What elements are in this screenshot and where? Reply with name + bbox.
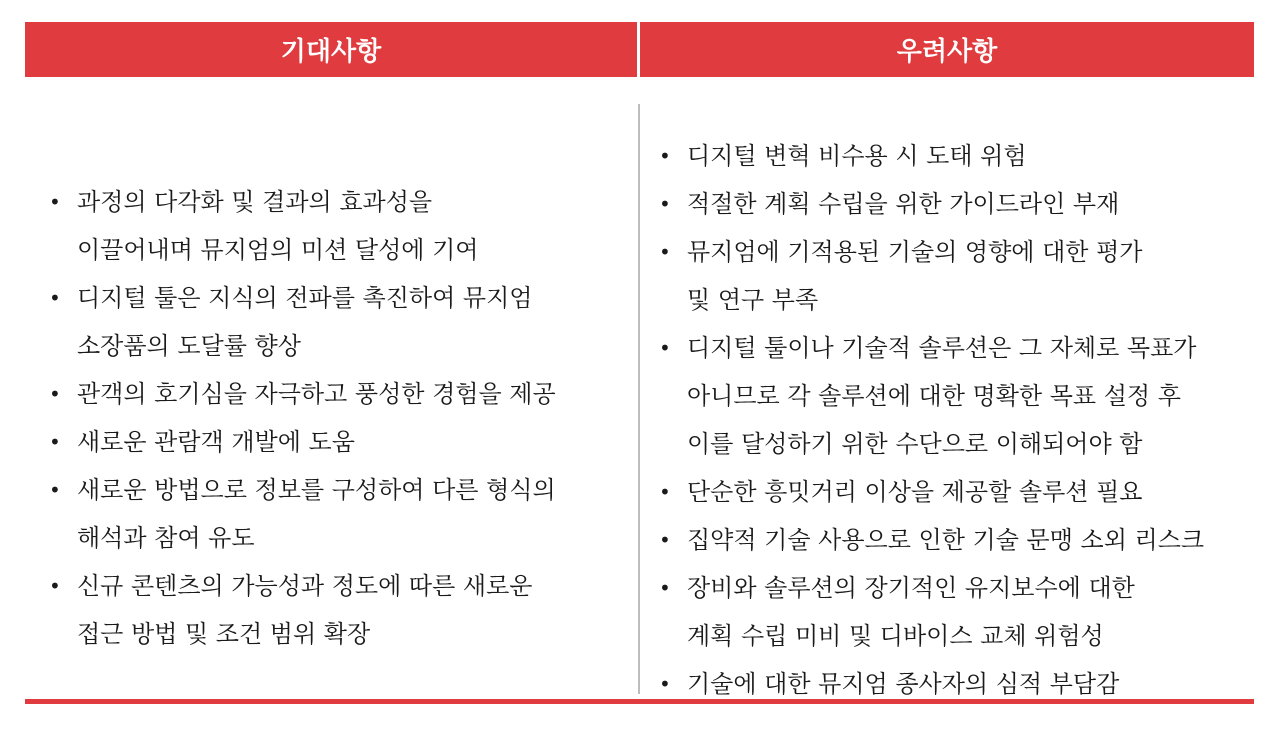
list-item <box>657 516 1247 564</box>
list-item-text: 디지털 변혁 비수용 시 도태 위험 <box>687 142 1027 170</box>
bullet-icon: • <box>659 672 671 696</box>
list-item-text: 디지털 툴이나 기술적 솔루션은 그 자체로 목표가 <box>687 334 1197 362</box>
list-item-text: 과정의 다각화 및 결과의 효과성을 <box>77 188 433 216</box>
header-expectations: 기대사항 <box>25 22 637 77</box>
bullet-icon: • <box>659 192 671 216</box>
bullet-icon: • <box>49 478 61 502</box>
bullet-icon: • <box>659 240 671 264</box>
bullet-icon: • <box>49 574 61 598</box>
list-item-text: 기술에 대한 뮤지엄 종사자의 심적 부담감 <box>687 670 1120 698</box>
list-item <box>47 274 627 370</box>
list-item-text: 해석과 참여 유도 <box>77 524 255 552</box>
bullet-icon: • <box>659 576 671 600</box>
bullet-icon: • <box>659 144 671 168</box>
list-item-text: 이끌어내며 뮤지엄의 미션 달성에 기여 <box>77 236 479 264</box>
bullet-icon: • <box>49 190 61 214</box>
list-item-text: 관객의 호기심을 자극하고 풍성한 경험을 제공 <box>77 380 556 408</box>
expectations-column <box>47 178 627 658</box>
list-item <box>47 418 627 466</box>
list-item-text: 소장품의 도달률 향상 <box>77 332 301 360</box>
list-item-text: 단순한 흥밋거리 이상을 제공할 솔루션 필요 <box>687 478 1143 506</box>
list-item <box>657 228 1247 324</box>
list-item-text: 장비와 솔루션의 장기적인 유지보수에 대한 <box>687 574 1135 602</box>
list-item-text: 집약적 기술 사용으로 인한 기술 문맹 소외 리스크 <box>687 526 1205 554</box>
list-item <box>47 370 627 418</box>
list-item-text: 아니므로 각 솔루션에 대한 명확한 목표 설정 후 <box>687 382 1181 410</box>
list-item-text: 신규 콘텐츠의 가능성과 정도에 따른 새로운 <box>77 572 533 600</box>
list-item-text: 이를 달성하기 위한 수단으로 이해되어야 함 <box>687 430 1143 458</box>
concerns-list <box>657 132 1247 708</box>
list-item <box>657 324 1247 468</box>
expectations-list <box>47 178 627 658</box>
list-item <box>657 180 1247 228</box>
bullet-icon: • <box>659 528 671 552</box>
list-item <box>657 132 1247 180</box>
list-item-text: 디지털 툴은 지식의 전파를 촉진하여 뮤지엄 <box>77 284 533 312</box>
list-item <box>47 562 627 658</box>
header-concerns: 우려사항 <box>640 22 1254 77</box>
list-item-text: 및 연구 부족 <box>687 286 819 314</box>
list-item-text: 새로운 관람객 개발에 도움 <box>77 428 355 456</box>
bullet-icon: • <box>49 382 61 406</box>
concerns-column <box>657 132 1247 708</box>
list-item-text: 새로운 방법으로 정보를 구성하여 다른 형식의 <box>77 476 556 504</box>
list-item <box>47 178 627 274</box>
list-item-text: 접근 방법 및 조건 범위 확장 <box>77 620 371 648</box>
bullet-icon: • <box>659 480 671 504</box>
comparison-table <box>25 22 1254 708</box>
bullet-icon: • <box>49 286 61 310</box>
column-divider <box>638 104 640 694</box>
bullet-icon: • <box>659 336 671 360</box>
list-item-text: 적절한 계획 수립을 위한 가이드라인 부재 <box>687 190 1120 218</box>
list-item-text: 계획 수립 미비 및 디바이스 교체 위험성 <box>687 622 1104 650</box>
list-item <box>47 466 627 562</box>
header-row <box>25 22 1254 77</box>
bullet-icon: • <box>49 430 61 454</box>
list-item-text: 뮤지엄에 기적용된 기술의 영향에 대한 평가 <box>687 238 1143 266</box>
list-item <box>657 564 1247 660</box>
bottom-rule <box>25 699 1254 704</box>
list-item <box>657 468 1247 516</box>
